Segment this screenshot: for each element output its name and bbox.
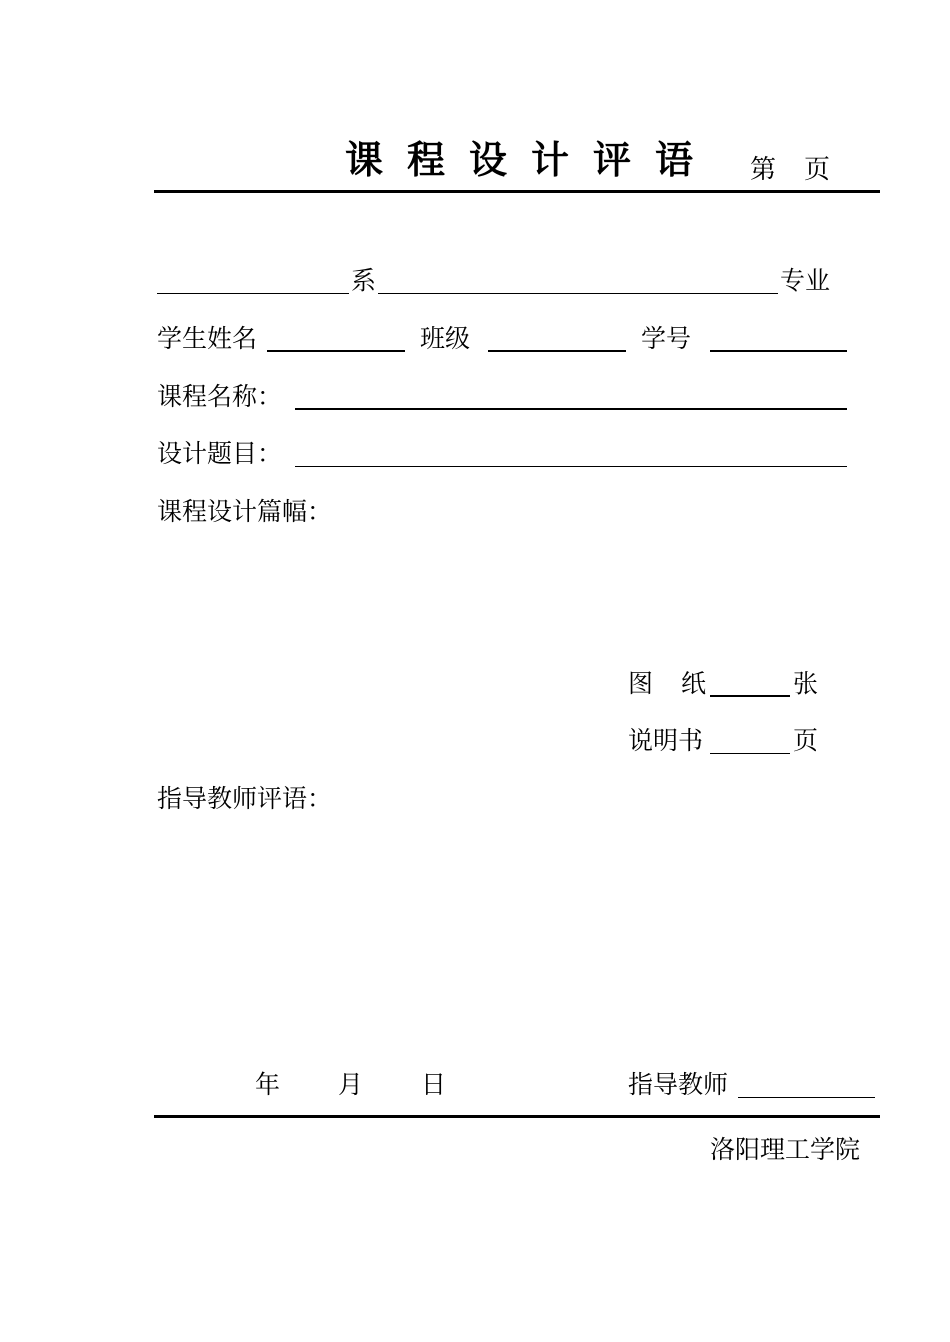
design-topic-label: 设计题目： (157, 439, 283, 468)
drawings-unit: 张 (793, 669, 819, 698)
course-name-label: 课程名称： (157, 382, 283, 411)
institution-name: 洛阳理工学院 (710, 1135, 861, 1164)
design-topic-field[interactable] (295, 466, 847, 467)
date-month: 月 (338, 1070, 364, 1099)
department-field[interactable] (157, 293, 349, 294)
major-field[interactable] (378, 293, 778, 294)
page-label-suffix: 页 (804, 155, 835, 185)
drawings-label (628, 667, 706, 701)
student-name-label: 学生姓名 (157, 324, 258, 353)
footer-rule (154, 1115, 880, 1118)
student-name-field[interactable] (267, 350, 405, 352)
page-number (750, 152, 834, 188)
page-label-prefix: 第 (750, 155, 781, 185)
teacher-comments-label: 指导教师评语： (157, 784, 333, 813)
course-name-field[interactable] (295, 408, 847, 410)
header-rule (154, 190, 880, 193)
department-label: 系 (351, 266, 377, 295)
date-day: 日 (421, 1070, 447, 1099)
class-label: 班级 (420, 324, 471, 353)
teacher-signature-field[interactable] (738, 1097, 875, 1098)
student-id-field[interactable] (710, 350, 847, 352)
drawings-label-char-1: 图 (628, 669, 654, 698)
student-id-label: 学号 (641, 324, 692, 353)
form-title: 课程设计评语 (345, 137, 718, 182)
date-year: 年 (255, 1070, 281, 1099)
class-field[interactable] (488, 350, 626, 352)
manual-label: 说明书 (628, 726, 704, 755)
manual-unit: 页 (793, 726, 819, 755)
drawings-label-char-2: 纸 (681, 669, 707, 698)
drawings-count-field[interactable] (710, 695, 790, 697)
teacher-comments-area[interactable] (157, 820, 847, 1050)
manual-pages-field[interactable] (710, 753, 790, 754)
length-label: 课程设计篇幅： (157, 497, 333, 526)
major-label: 专业 (780, 266, 831, 295)
teacher-signature-label: 指导教师 (628, 1070, 729, 1099)
